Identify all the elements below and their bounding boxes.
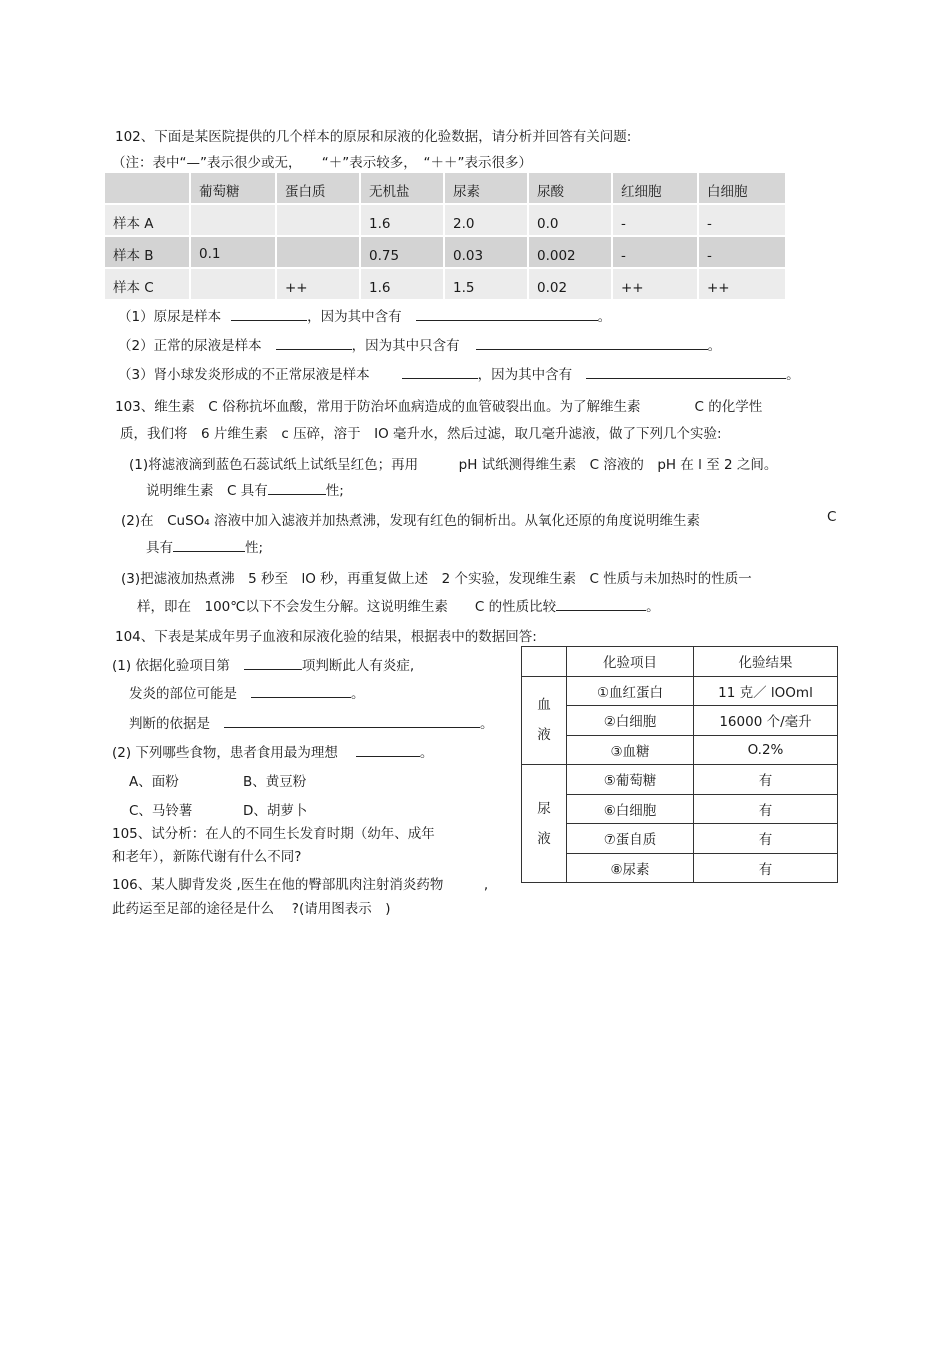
answer-blank[interactable] <box>402 364 478 379</box>
cell: ++ <box>285 280 308 296</box>
header-result: 化验结果 <box>694 647 838 677</box>
table-row <box>522 853 838 883</box>
q102-note: （注：表中“—”表示很少或无， “＋”表示较多， “＋＋”表示很多） <box>112 155 532 171</box>
q102-title: 102、下面是某医院提供的几个样本的原尿和尿液的化验数据，请分析并回答有关问题: <box>115 129 632 145</box>
option-b[interactable]: B、黄豆粉 <box>243 774 307 790</box>
header-cell: 尿酸 <box>529 173 611 203</box>
urine-label: 尿 液 <box>522 765 567 883</box>
item-cell: ②白细胞 <box>567 706 694 736</box>
answer-blank[interactable] <box>251 683 351 698</box>
cell: - <box>621 216 626 232</box>
cell: 1.6 <box>369 216 391 232</box>
cell: 1.5 <box>453 280 475 296</box>
row-label: 样本 C <box>113 280 154 296</box>
q104-title: 104、下表是某成年男子血液和尿液化验的结果，根据表中的数据回答: <box>115 629 537 645</box>
answer-blank[interactable] <box>244 655 302 670</box>
answer-blank[interactable] <box>276 335 352 350</box>
result-cell: 16000 个/毫升 <box>694 706 838 736</box>
table-row <box>105 237 785 267</box>
answer-blank[interactable] <box>224 713 480 728</box>
q104-sub1: (1) 依据化验项目第 项判断此人有炎症, <box>112 654 414 674</box>
table-row <box>522 706 838 736</box>
cell: 0.75 <box>369 248 400 264</box>
answer-blank[interactable] <box>356 742 420 757</box>
item-cell: ⑧尿素 <box>567 853 694 883</box>
table-row <box>105 205 785 235</box>
q102-sub3: （3）肾小球发炎形成的不正常尿液是样本 ，因为其中含有 。 <box>118 363 800 383</box>
answer-blank[interactable] <box>231 306 307 321</box>
cell: - <box>621 248 626 264</box>
q103-sub3: (3)把滤液加热煮沸 5 秒至 lO 秒，再重复做上述 2 个实验，发现维生素 C 性质与未加热时的性质一 <box>121 571 752 587</box>
cell: 0.1 <box>199 246 221 262</box>
q104-sub2: (2) 下列哪些食物，患者食用最为理想 。 <box>112 741 433 761</box>
result-cell: 11 克／ lOOml <box>694 676 838 706</box>
table-row <box>522 735 838 765</box>
row-label: 样本 B <box>113 248 154 264</box>
result-cell: 有 <box>694 853 838 883</box>
header-cell: 无机盐 <box>361 173 443 203</box>
q103-sub2-c: C <box>827 509 837 525</box>
q103-sub3-answer: 样，即在 100℃以下不会发生分解。这说明维生素 C 的性质比较 。 <box>137 595 660 615</box>
item-cell: ⑦蛋自质 <box>567 824 694 854</box>
header-cell: 红细胞 <box>613 173 697 203</box>
q102-sub2: （2）正常的尿液是样本 ，因为其中只含有 。 <box>118 334 721 354</box>
result-cell: 有 <box>694 824 838 854</box>
q103-sub2-answer: 具有 性; <box>146 536 263 556</box>
header-cell: 葡萄糖 <box>191 173 275 203</box>
option-a[interactable]: A、面粉 <box>129 774 179 790</box>
cell: 0.02 <box>537 280 568 296</box>
cell: - <box>707 248 712 264</box>
blood-label: 血 液 <box>522 676 567 765</box>
result-cell: 有 <box>694 794 838 824</box>
header-cell: 蛋白质 <box>277 173 359 203</box>
q105-line1: 105、试分析：在人的不同生长发育时期（幼年、成年 <box>112 826 435 842</box>
cell: ++ <box>621 280 644 296</box>
option-c[interactable]: C、马铃薯 <box>129 803 193 819</box>
test-results-table <box>521 646 838 883</box>
header-cell <box>105 173 189 203</box>
result-cell: O.2% <box>694 735 838 765</box>
item-cell: ⑤葡萄糖 <box>567 765 694 795</box>
q102-sub1: （1）原尿是样本 ，因为其中含有 。 <box>118 305 611 325</box>
cell: ++ <box>707 280 730 296</box>
cell: 2.0 <box>453 216 475 232</box>
cell: 0.0 <box>537 216 559 232</box>
header-cell: 白细胞 <box>699 173 785 203</box>
item-cell: ①血红蛋白 <box>567 676 694 706</box>
sample-table-header <box>105 173 785 203</box>
row-label: 样本 A <box>113 216 154 232</box>
item-cell: ⑥白细胞 <box>567 794 694 824</box>
result-cell: 有 <box>694 765 838 795</box>
q106-line2: 此药运至足部的途径是什么 ?(请用图表示 ) <box>112 901 391 917</box>
answer-blank[interactable] <box>173 537 245 552</box>
q104-sub1-location: 发炎的部位可能是 。 <box>129 682 365 702</box>
table-row <box>522 765 838 795</box>
header-cell: 尿素 <box>445 173 527 203</box>
q106-line1: 106、某人脚背发炎 ,医生在他的臀部肌肉注射消炎药物 , <box>112 877 489 893</box>
answer-blank[interactable] <box>586 364 786 379</box>
item-cell: ③血糖 <box>567 735 694 765</box>
q104-sub1-reason: 判断的依据是 。 <box>129 712 494 732</box>
table-row <box>522 824 838 854</box>
cell: 1.6 <box>369 280 391 296</box>
answer-blank[interactable] <box>268 480 326 495</box>
table-row <box>522 794 838 824</box>
q103-sub1-answer: 说明维生素 C 具有 性; <box>146 479 344 499</box>
header-item: 化验项目 <box>567 647 694 677</box>
q103-line2: 质，我们将 6 片维生素 c 压碎，溶于 IO 毫升水，然后过滤，取几毫升滤液，做了下列几个实验: <box>120 426 722 442</box>
cell: 0.03 <box>453 248 484 264</box>
cell: - <box>707 216 712 232</box>
q103-line1: 103、维生素 C 俗称抗坏血酸，常用于防治坏血病造成的血管破裂出血。为了解维生素 C 的化学性 <box>115 399 763 415</box>
q103-sub1: (1)将滤液滴到蓝色石蕊试纸上试纸呈红色；再用 pH 试纸测得维生素 C 溶液的 pH 在 l 至 2 之间。 <box>129 457 778 473</box>
table-row <box>522 676 838 706</box>
answer-blank[interactable] <box>556 596 646 611</box>
table-row <box>105 269 785 299</box>
cell: 0.002 <box>537 248 576 264</box>
answer-blank[interactable] <box>476 335 708 350</box>
answer-blank[interactable] <box>416 306 598 321</box>
q105-line2: 和老年），新陈代谢有什么不同? <box>112 849 302 865</box>
option-d[interactable]: D、胡萝卜 <box>243 803 308 819</box>
q103-sub2: (2)在 CuSO₄ 溶液中加入滤液并加热煮沸，发现有红色的铜析出。从氧化还原的角度说明维生素 <box>121 513 701 529</box>
table-header-row <box>522 647 838 677</box>
